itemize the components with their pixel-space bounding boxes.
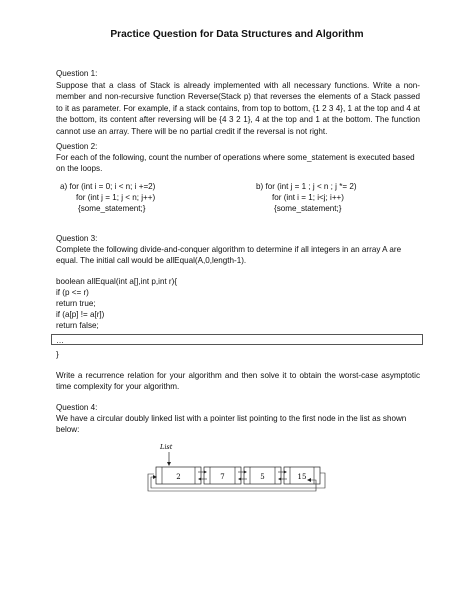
answer-box: … — [51, 334, 423, 345]
loop-b-line-2: for (int i = 1; i<j; i++) — [272, 193, 344, 202]
question-3-text: Complete the following divide-and-conquer algorithm to determine if all integers in an array A are equal. The initial call would be allEqual(A,0,length-1). — [56, 245, 402, 266]
question-1-text: Suppose that a class of Stack is already implemented with all necessary functions. Write a non-member and non-recursive function Reverse(Stack p) that reverses the elements of a Stack passed to it as parameter. For example, if a stack contains, from top to bottom, {1 2 3 4}, 1 at the top and 4 at the bottom, its content after reversing will be {4 3 2 1}, 4 at the top and 1 at the bottom. The function cannot use an array. There will be no partial credit if the reversal is not right. — [56, 81, 420, 136]
node-3-value: 5 — [260, 473, 265, 481]
document-title: Practice Question for Data Structures and Algorithm — [110, 29, 364, 40]
loop-a-line-1: a) for (int i = 0; i < n; i +=2) — [60, 182, 156, 191]
code-line-2: if (p <= r) — [56, 288, 89, 297]
list-node-4 — [284, 467, 320, 484]
code-line-1: boolean allEqual(int a[],int p,int r){ — [56, 277, 178, 286]
loop-b-line-3: {some_statement;} — [274, 204, 342, 213]
next-link-arrows — [198, 471, 287, 474]
list-node-3 — [244, 467, 281, 484]
question-2-text: For each of the following, count the number of operations where some_statement is executed based on the loops. — [56, 153, 415, 174]
code-line-4: if (a[p] != a[r]) — [56, 310, 105, 319]
node-2-value: 7 — [220, 473, 225, 481]
linked-list-diagram — [140, 440, 340, 496]
code-line-3: return true; — [56, 299, 96, 308]
question-2-heading: Question 2: — [56, 142, 98, 151]
prev-link-arrows — [198, 478, 287, 481]
loop-a-line-3: {some_statement;} — [78, 204, 146, 213]
list-node-2 — [204, 467, 241, 484]
node-4-value: 15 — [297, 473, 307, 481]
list-node-1 — [156, 467, 201, 484]
loop-b-line-1: b) for (int j = 1 ; j < n ; j *= 2) — [256, 182, 357, 191]
question-1-heading: Question 1: — [56, 69, 98, 78]
list-pointer-label: List — [160, 443, 173, 451]
code-closing-brace: } — [56, 350, 59, 359]
question-3-followup: Write a recurrence relation for your algorithm and then solve it to obtain the worst-case asymptotic time complexity for your algorithm. — [56, 371, 420, 392]
node-1-value: 2 — [176, 473, 181, 481]
question-4-heading: Question 4: — [56, 403, 98, 412]
code-line-5: return false; — [56, 321, 99, 330]
loop-a-line-2: for (int j = 1; j < n; j++) — [76, 193, 156, 202]
question-3-heading: Question 3: — [56, 234, 98, 243]
question-4-text: We have a circular doubly linked list with a pointer list pointing to the first node in the list as shown below: — [56, 414, 407, 435]
